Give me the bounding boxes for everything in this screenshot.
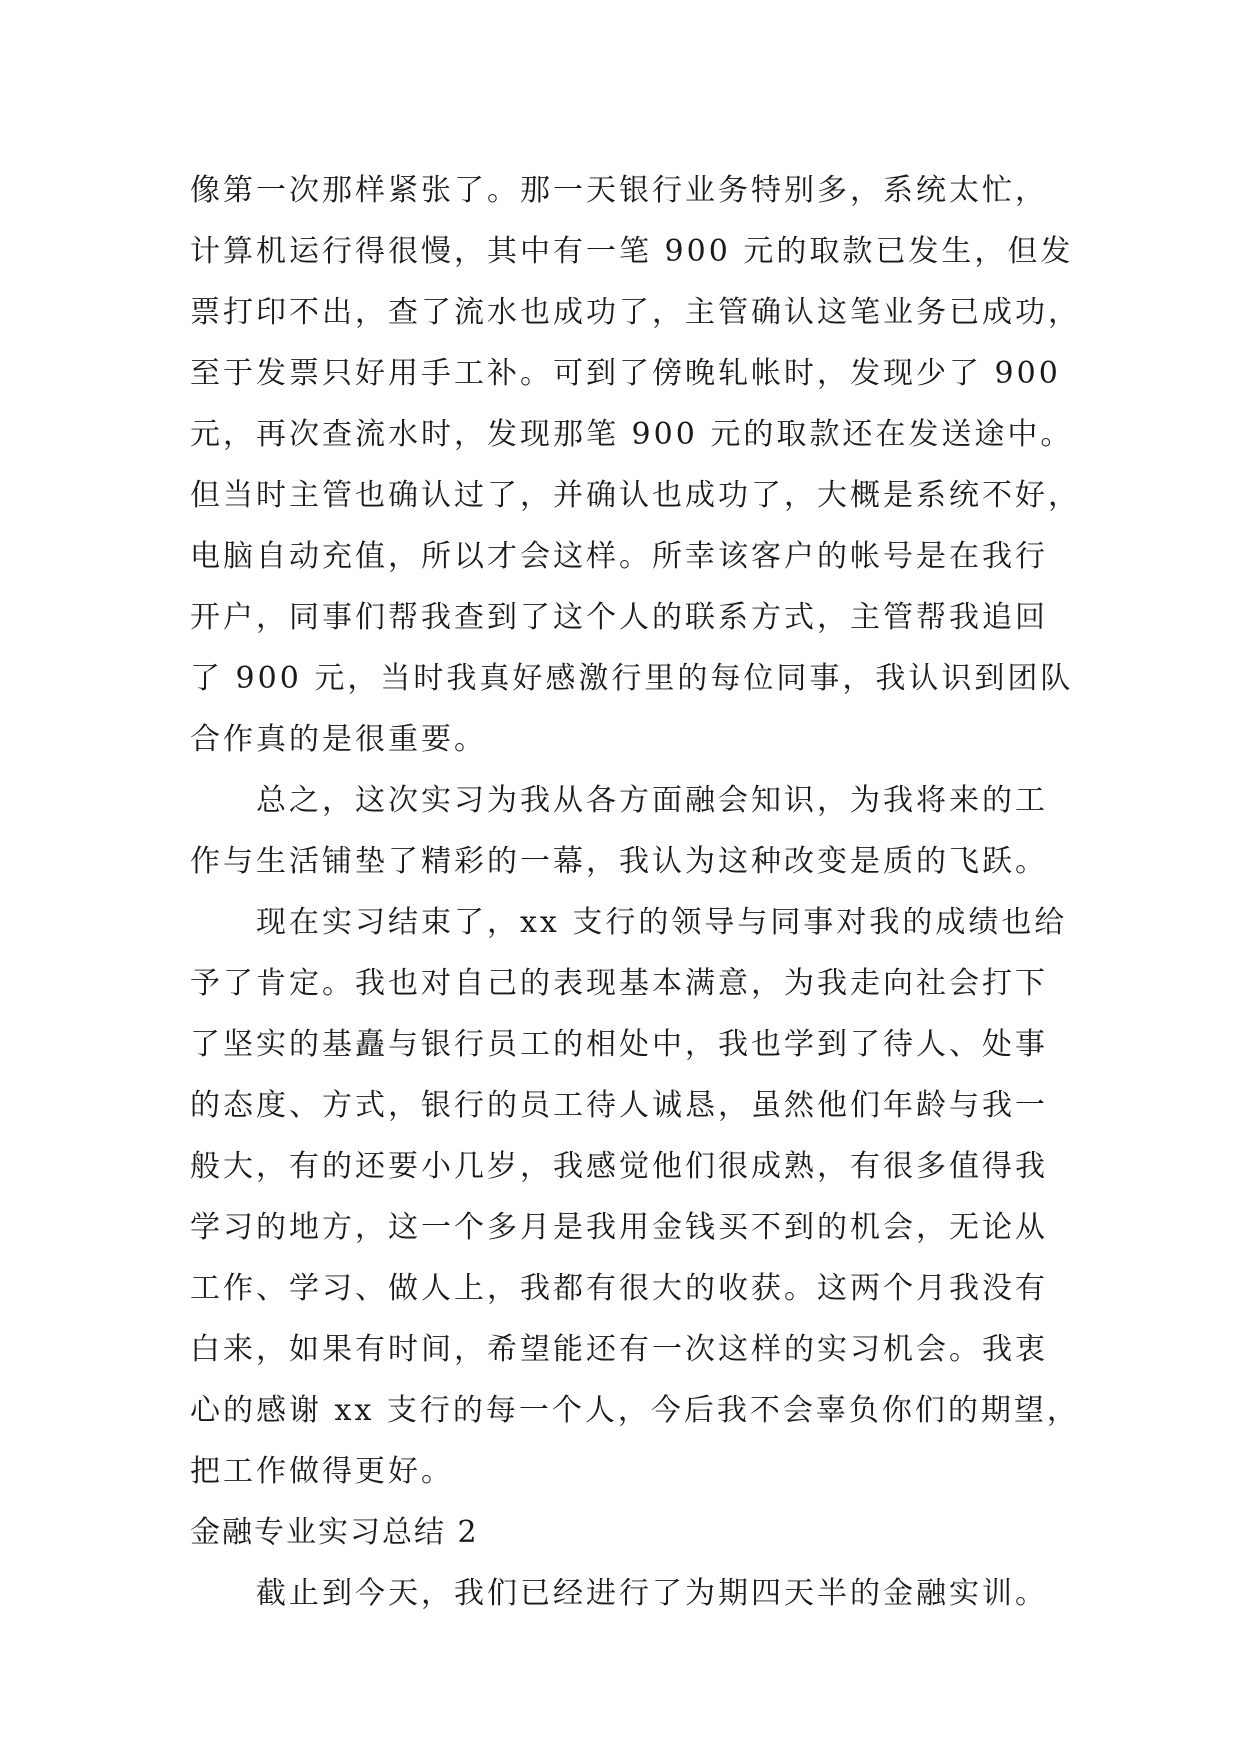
text-line: 了 900 元，当时我真好感激行里的每位同事，我认识到团队 — [190, 661, 1074, 696]
section-heading: 金融专业实习总结 2 — [190, 1515, 479, 1550]
text-line: 票打印不出，查了流水也成功了，主管确认这笔业务已成功， — [190, 295, 1081, 330]
text-line: 的态度、方式，银行的员工待人诚恳，虽然他们年龄与我一 — [190, 1088, 1048, 1123]
text-line: 予了肯定。我也对自己的表现基本满意，为我走向社会打下 — [190, 966, 1048, 1001]
text-line: 至于发票只好用手工补。可到了傍晚轧帐时，发现少了 900 — [190, 356, 1061, 391]
text-line: 白来，如果有时间，希望能还有一次这样的实习机会。我衷 — [190, 1332, 1048, 1367]
text-line: 计算机运行得很慢，其中有一笔 900 元的取款已发生，但发 — [190, 234, 1074, 269]
text-line: 心的感谢 xx 支行的每一个人，今后我不会辜负你们的期望， — [190, 1393, 1080, 1428]
paragraph-first-line: 现在实习结束了，xx 支行的领导与同事对我的成绩也给 — [256, 905, 1068, 940]
text-line: 把工作做得更好。 — [190, 1454, 454, 1489]
text-line: 作与生活铺垫了精彩的一幕，我认为这种改变是质的飞跃。 — [190, 844, 1048, 879]
text-line: 了坚实的基矗与银行员工的相处中，我也学到了待人、处事 — [190, 1027, 1048, 1062]
paragraph-first-line: 总之，这次实习为我从各方面融会知识，为我将来的工 — [256, 783, 1048, 818]
text-line: 般大，有的还要小几岁，我感觉他们很成熟，有很多值得我 — [190, 1149, 1048, 1184]
text-line: 学习的地方，这一个多月是我用金钱买不到的机会，无论从 — [190, 1210, 1048, 1245]
paragraph-first-line: 截止到今天，我们已经进行了为期四天半的金融实训。 — [256, 1576, 1048, 1611]
text-line: 电脑自动充值，所以才会这样。所幸该客户的帐号是在我行 — [190, 539, 1048, 574]
document-page — [190, 160, 1081, 1624]
text-line: 合作真的是很重要。 — [190, 722, 487, 757]
text-line: 但当时主管也确认过了，并确认也成功了，大概是系统不好， — [190, 478, 1081, 513]
text-line: 工作、学习、做人上，我都有很大的收获。这两个月我没有 — [190, 1271, 1048, 1306]
text-line: 像第一次那样紧张了。那一天银行业务特别多，系统太忙， — [190, 173, 1048, 208]
text-line: 开户，同事们帮我查到了这个人的联系方式，主管帮我追回 — [190, 600, 1048, 635]
text-line: 元，再次查流水时，发现那笔 900 元的取款还在发送途中。 — [190, 417, 1074, 452]
